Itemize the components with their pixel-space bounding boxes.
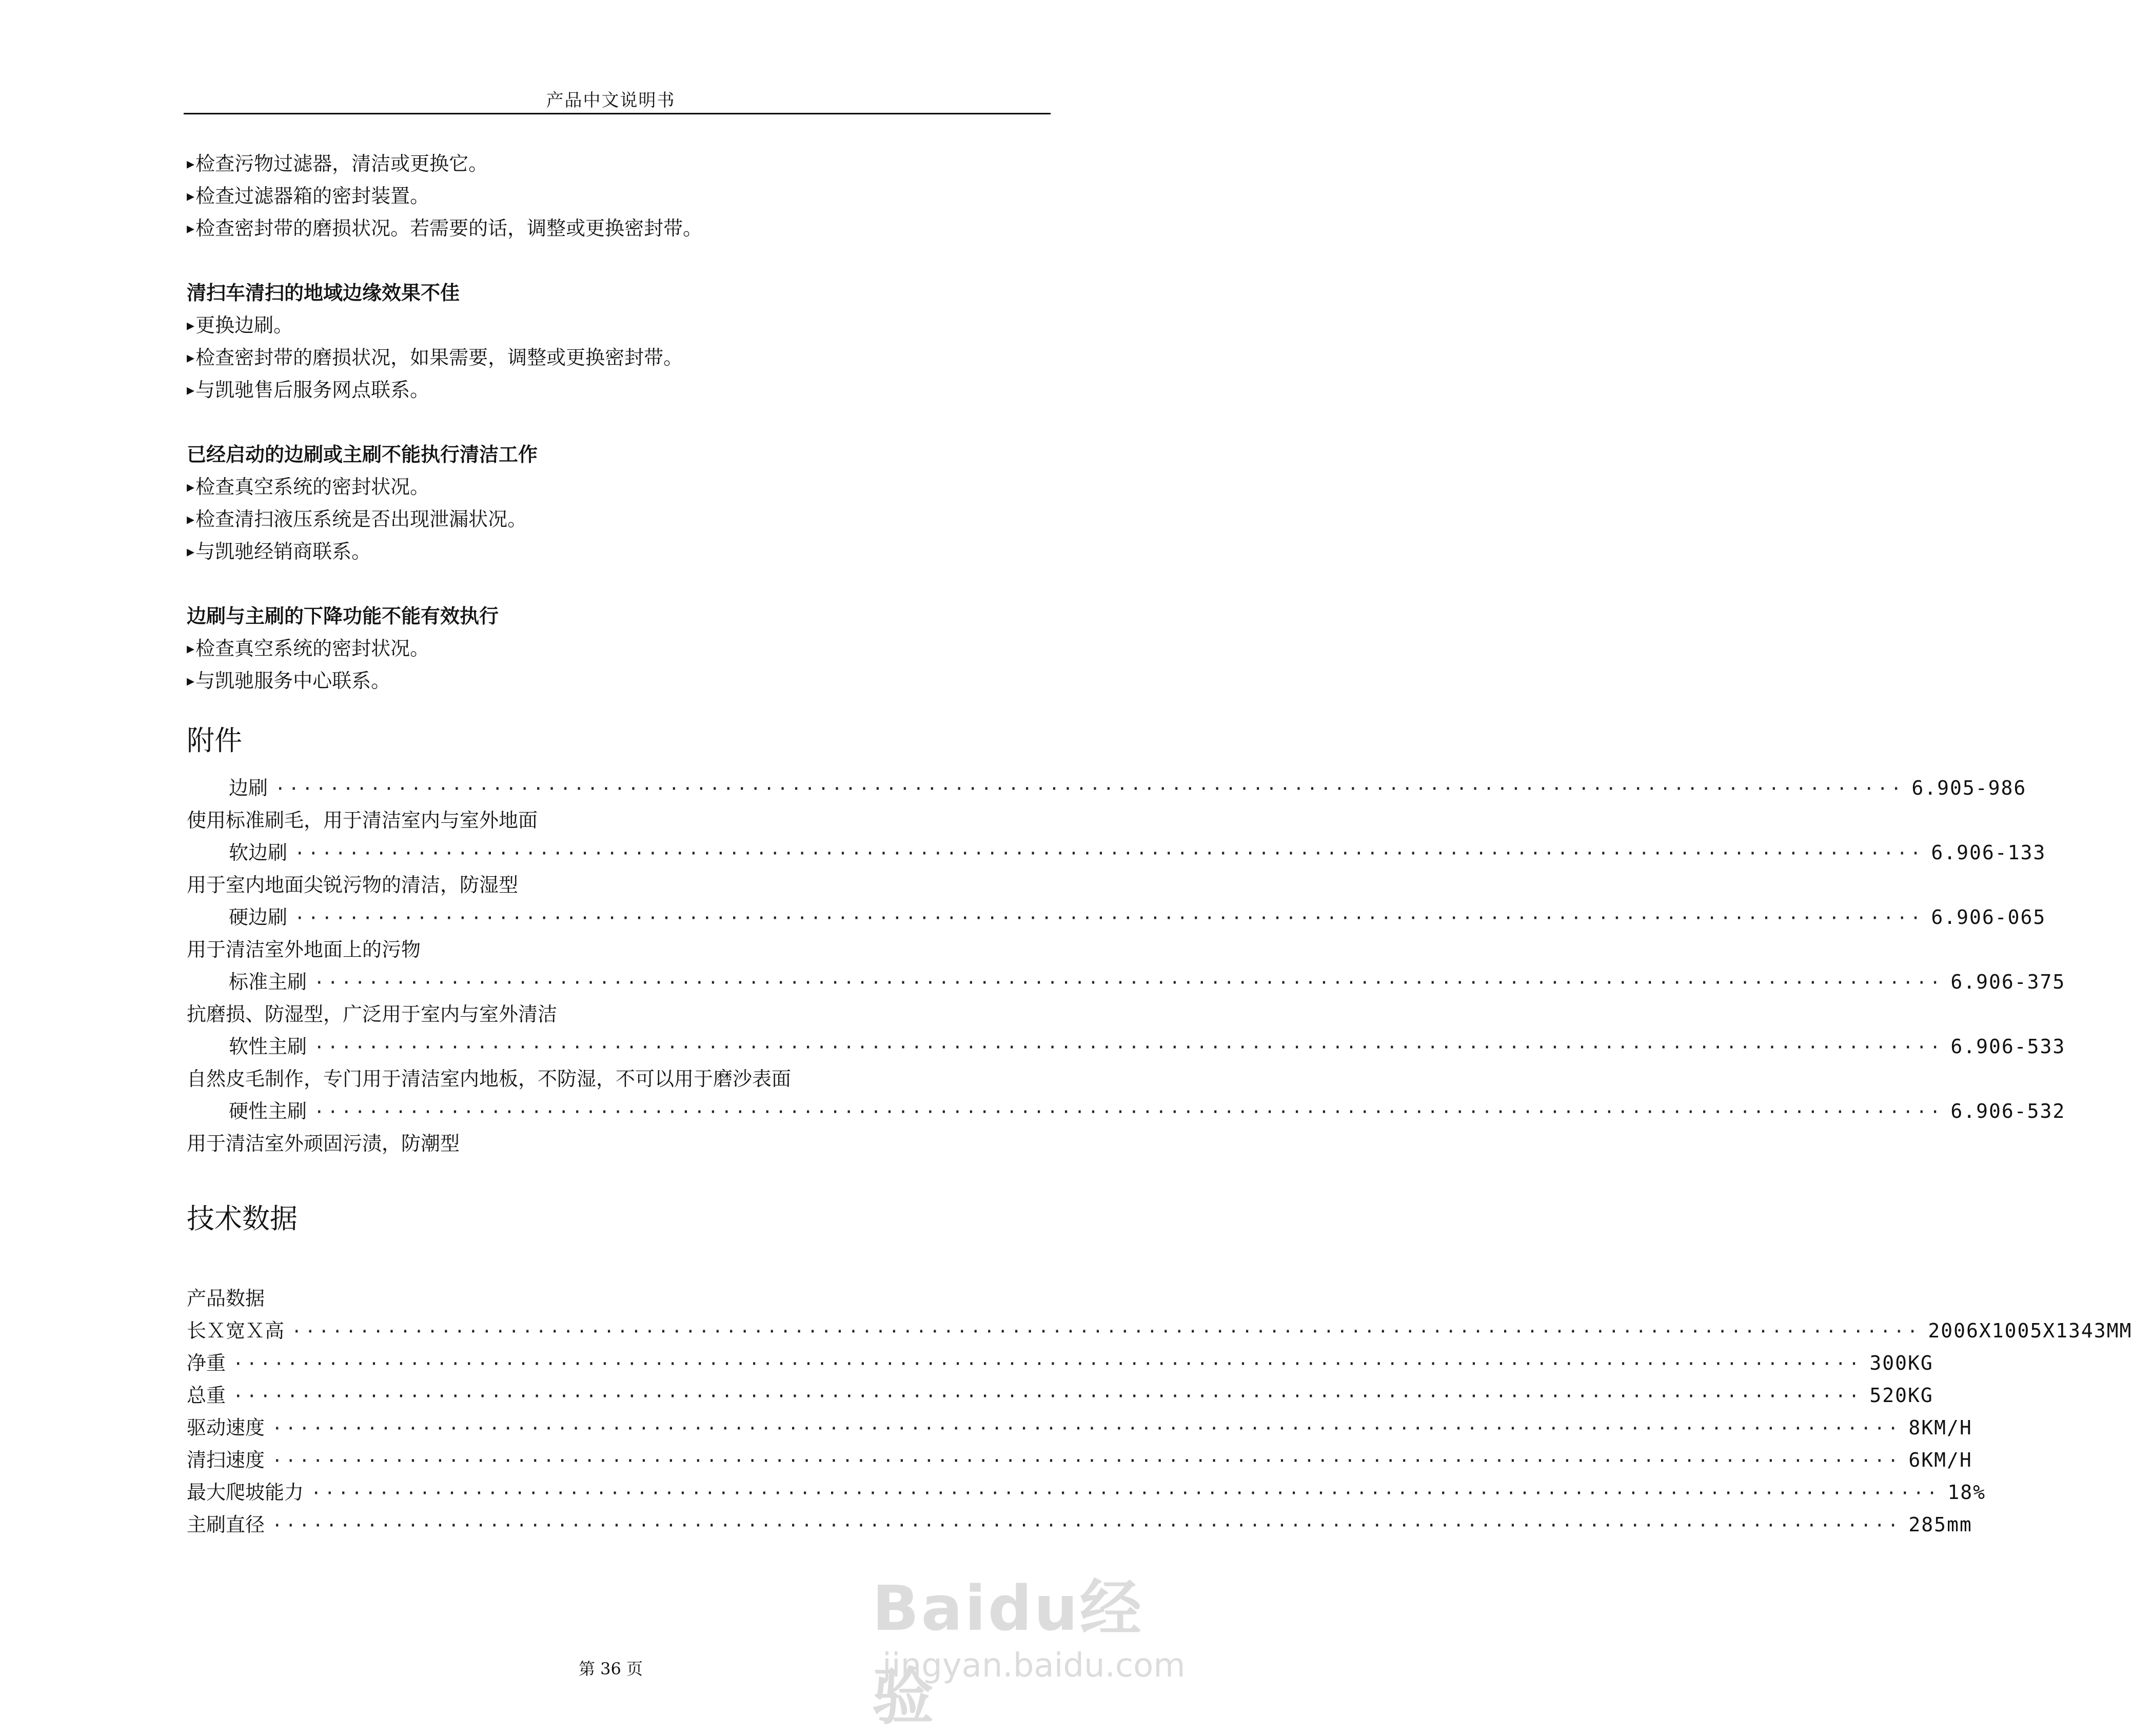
bullet-item: [187, 503, 956, 536]
spacer: [187, 245, 956, 277]
page-number: 第 36 页: [578, 1659, 643, 1679]
bullet-triangle-icon: ▸: [187, 478, 195, 496]
tech-value: 18%: [1947, 1481, 1986, 1504]
bullet-text: 与凯驰经销商联系。: [195, 540, 371, 563]
leader-dots: ························································································································: [291, 1321, 1921, 1342]
accessory-name: 软边刷: [229, 841, 288, 864]
bullet-triangle-icon: ▸: [187, 155, 195, 173]
spacer: [187, 406, 956, 439]
header-rule: [184, 113, 1051, 114]
bullet-item: [187, 180, 956, 212]
watermark-url: jingyan.baidu.com: [882, 1647, 1186, 1685]
leader-dots: ························································································································: [272, 1418, 1902, 1439]
bullet-item: [187, 148, 956, 180]
bullet-triangle-icon: ▸: [187, 220, 195, 238]
accessory-code: 6.906-133: [1931, 841, 2046, 864]
accessory-code: 6.906-532: [1950, 1100, 2066, 1122]
leader-dots: ························································································································: [314, 1102, 1944, 1122]
tech-row: [187, 1509, 1972, 1541]
spacer: [187, 568, 956, 600]
bullet-text: 检查真空系统的密封状况。: [195, 476, 430, 498]
tech-value: 2006X1005X1343MM: [1928, 1319, 2132, 1342]
tech-label: 总重: [187, 1384, 226, 1407]
bullet-item: [187, 374, 956, 406]
bullet-text: 检查密封带的磨损状况。若需要的话，调整或更换密封带。: [195, 217, 703, 240]
bullet-text: 检查清扫液压系统是否出现泄漏状况。: [195, 508, 527, 530]
bullet-text: 更换边刷。: [195, 314, 293, 337]
bullet-triangle-icon: ▸: [187, 672, 195, 690]
tech-value: 285mm: [1908, 1513, 1972, 1536]
accessory-desc: 用于清洁室外地面上的污物: [187, 938, 421, 961]
tech-row: [187, 1476, 1986, 1509]
bullet-text: 检查真空系统的密封状况。: [195, 637, 430, 660]
bullet-item: [187, 633, 956, 665]
bullet-text: 检查污物过滤器，清洁或更换它。: [195, 152, 488, 175]
tech-label: 长Ｘ宽Ｘ高: [187, 1319, 285, 1342]
page-content: [187, 148, 2132, 1541]
tech-label: 最大爬坡能力: [187, 1481, 304, 1504]
leader-dots: ························································································································: [311, 1483, 1941, 1504]
tech-row: [187, 1379, 1933, 1412]
accessory-desc: 抗磨损、防湿型，广泛用于室内与室外清洁: [187, 1003, 558, 1025]
accessory-name: 硬性主刷: [229, 1100, 307, 1122]
baidu-watermark-logo: [872, 1560, 1190, 1733]
bullet-text: 与凯驰服务中心联系。: [195, 669, 391, 692]
accessory-row: [187, 966, 2066, 998]
bullet-triangle-icon: ▸: [187, 187, 195, 205]
accessory-code: 6.906-375: [1950, 971, 2066, 993]
accessory-row: [187, 1031, 2066, 1063]
bullet-text: 检查密封带的磨损状况，如果需要，调整或更换密封带。: [195, 346, 683, 369]
bullet-text: 检查过滤器箱的密封装置。: [195, 185, 430, 207]
accessory-row: [187, 901, 2046, 934]
section-title-tech: 技术数据: [187, 1202, 298, 1235]
accessory-desc: 使用标准刷毛，用于清洁室内与室外地面: [187, 809, 538, 832]
accessory-row: [187, 1095, 2066, 1128]
leader-dots: ························································································································: [233, 1354, 1863, 1374]
tech-row: [187, 1315, 2132, 1347]
page-header-title: 产品中文说明书: [546, 90, 676, 111]
accessory-row: [187, 837, 2046, 869]
tech-row: [187, 1444, 1972, 1476]
accessory-row: [187, 772, 2027, 804]
leader-dots: ························································································································: [294, 908, 1924, 929]
leader-dots: ························································································································: [233, 1386, 1863, 1407]
accessory-desc: 用于清洁室外顽固污渍，防潮型: [187, 1132, 460, 1155]
bullet-item: [187, 471, 956, 503]
bullet-text: 与凯驰售后服务网点联系。: [195, 379, 430, 401]
bullet-triangle-icon: ▸: [187, 543, 195, 561]
leader-dots: ························································································································: [314, 973, 1944, 993]
accessory-code: 6.906-533: [1950, 1035, 2066, 1058]
bullet-item: [187, 212, 956, 245]
tech-label: 主刷直径: [187, 1513, 265, 1536]
bullet-item: [187, 536, 956, 568]
accessory-name: 硬边刷: [229, 906, 288, 929]
tech-label: 驱动速度: [187, 1416, 265, 1439]
leader-dots: ························································································································: [314, 1037, 1944, 1058]
problem-heading: 清扫车清扫的地域边缘效果不佳: [187, 282, 460, 304]
accessory-desc: 用于室内地面尖锐污物的清洁，防湿型: [187, 874, 519, 896]
tech-label: 清扫速度: [187, 1449, 265, 1471]
accessory-desc: 自然皮毛制作，专门用于清洁室内地板，不防湿，不可以用于磨沙表面: [187, 1068, 792, 1090]
tech-value: 8KM/H: [1908, 1416, 1972, 1439]
section-title-accessories: 附件: [187, 724, 242, 757]
accessory-code: 6.906-065: [1931, 906, 2046, 929]
problem-heading: 已经启动的边刷或主刷不能执行清洁工作: [187, 443, 538, 466]
bullet-triangle-icon: ▸: [187, 349, 195, 367]
bullet-triangle-icon: ▸: [187, 317, 195, 334]
bullet-item: [187, 665, 956, 697]
tech-subtitle: 产品数据: [187, 1287, 265, 1310]
leader-dots: ························································································································: [294, 843, 1924, 864]
tech-row: [187, 1347, 1933, 1379]
leader-dots: ························································································································: [272, 1515, 1902, 1536]
bullet-triangle-icon: ▸: [187, 381, 195, 399]
watermark-brand: Baidu经验: [872, 1573, 1143, 1733]
accessory-name: 软性主刷: [229, 1035, 307, 1058]
tech-value: 520KG: [1869, 1384, 1933, 1407]
tech-value: 300KG: [1869, 1352, 1933, 1374]
tech-row: [187, 1412, 1972, 1444]
tech-value: 6KM/H: [1908, 1449, 1972, 1471]
accessory-name: 标准主刷: [229, 971, 307, 993]
leader-dots: ························································································································: [272, 1451, 1902, 1471]
accessory-name: 边刷: [229, 777, 268, 799]
bullet-item: [187, 342, 956, 374]
bullet-item: [187, 309, 956, 342]
accessory-code: 6.905-986: [1911, 777, 2027, 799]
tech-label: 净重: [187, 1352, 226, 1374]
problem-heading: 边刷与主刷的下降功能不能有效执行: [187, 605, 499, 627]
leader-dots: ························································································································: [275, 779, 1905, 799]
bullet-triangle-icon: ▸: [187, 510, 195, 528]
bullet-triangle-icon: ▸: [187, 640, 195, 658]
spacer: [187, 1250, 956, 1283]
